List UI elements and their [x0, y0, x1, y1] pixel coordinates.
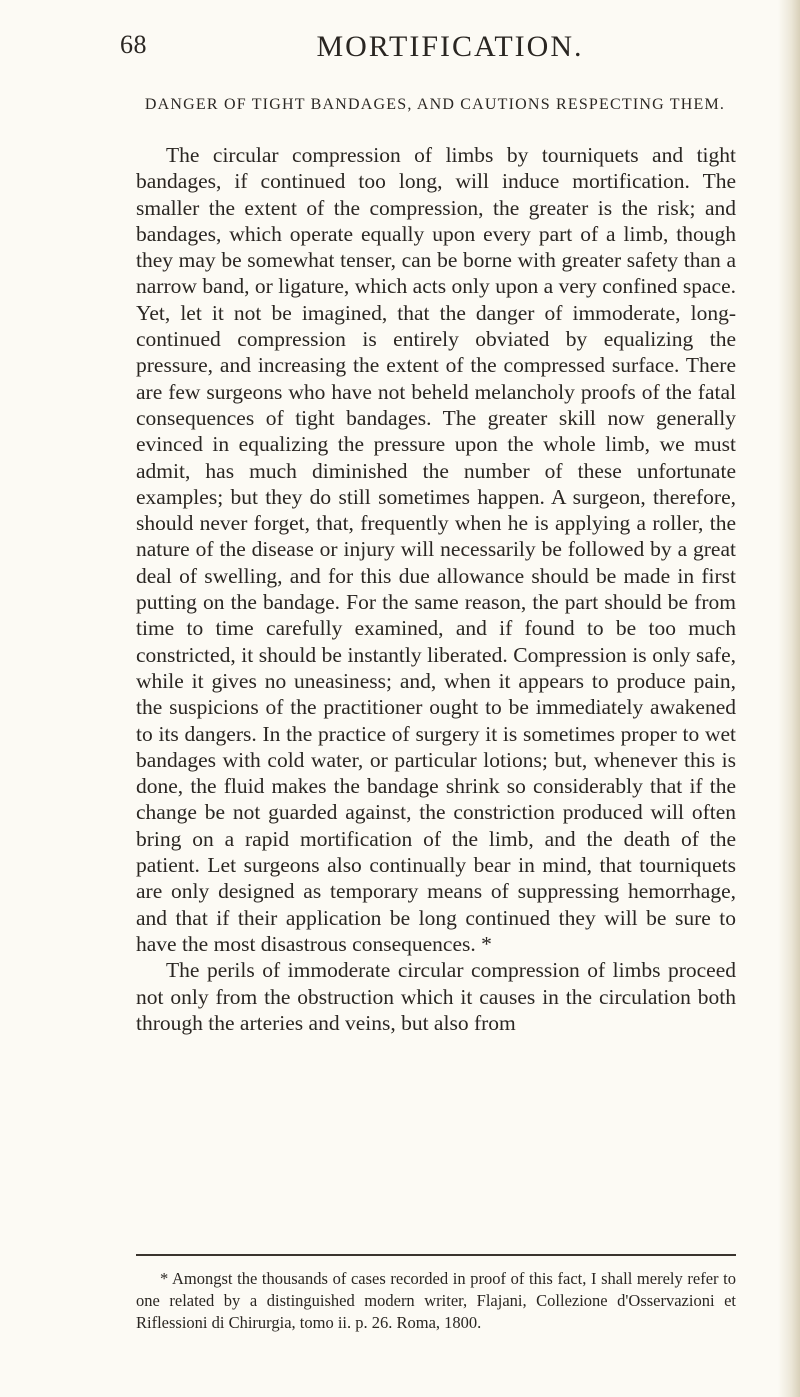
- body-text: [136, 142, 736, 1036]
- page-number: 68: [120, 30, 147, 59]
- section-title: DANGER OF TIGHT BANDAGES, AND CAUTIONS RESPECTING THEM.: [144, 96, 726, 113]
- footnote-text: * Amongst the thousands of cases recorded in proof of this fact, I shall merely refer to one related by a distinguished modern writer, Flajani, Collezione d'Osservazioni et Riflessioni di Chirurgia, tomo ii. p. 26. Roma, 1800.: [136, 1269, 736, 1332]
- body-paragraph: The circular compression of limbs by tourniquets and tight bandages, if continued too long, will induce mortification. The smaller the extent of the compression, the greater is the risk; and bandages, which operate equally upon every part of a limb, though they may be somewhat tenser, can be borne with greater safety than a narrow band, or ligature, which acts only upon a very confined space. Yet, let it not be imagined, that the danger of immoderate, long-continued compression is entirely obviated by equalizing the pressure, and increasing the extent of the compressed surface. There are few surgeons who have not beheld melancholy proofs of the fatal consequences of tight bandages. The greater skill now generally evinced in equalizing the pressure upon the whole limb, we must admit, has much diminished the number of these unfortunate examples; but they do still sometimes happen. A surgeon, therefore, should never forget, that, frequently when he is applying a roller, the nature of the disease or injury will necessarily be followed by a great deal of swelling, and for this due allowance should be made in first putting on the bandage. For the same reason, the part should be from time to time carefully examined, and if found to be too much constricted, it should be instantly liberated. Compression is only safe, while it gives no uneasiness; and, when it appears to produce pain, the suspicions of the practitioner ought to be immediately awakened to its dangers. In the practice of surgery it is sometimes proper to wet bandages with cold water, or particular lotions; but, whenever this is done, the fluid makes the bandage shrink so considerably that if the change be not guarded against, the constriction produced will often bring on a rapid mortification of the limb, and the death of the patient. Let surgeons also continually bear in mind, that tourniquets are only designed as temporary means of suppressing hemorrhage, and that if their application be long continued they will be sure to have the most disastrous consequences. *: [136, 143, 736, 956]
- footnote-divider: [136, 1254, 736, 1256]
- running-head: MORTIFICATION.: [316, 30, 584, 63]
- page-header: [120, 30, 740, 74]
- page-edge-shadow: [778, 0, 800, 1397]
- footnote: [136, 1268, 736, 1334]
- body-paragraph: The perils of immoderate circular compression of limbs proceed not only from the obstruction which it causes in the circulation both through the arteries and veins, but also from: [136, 958, 736, 1035]
